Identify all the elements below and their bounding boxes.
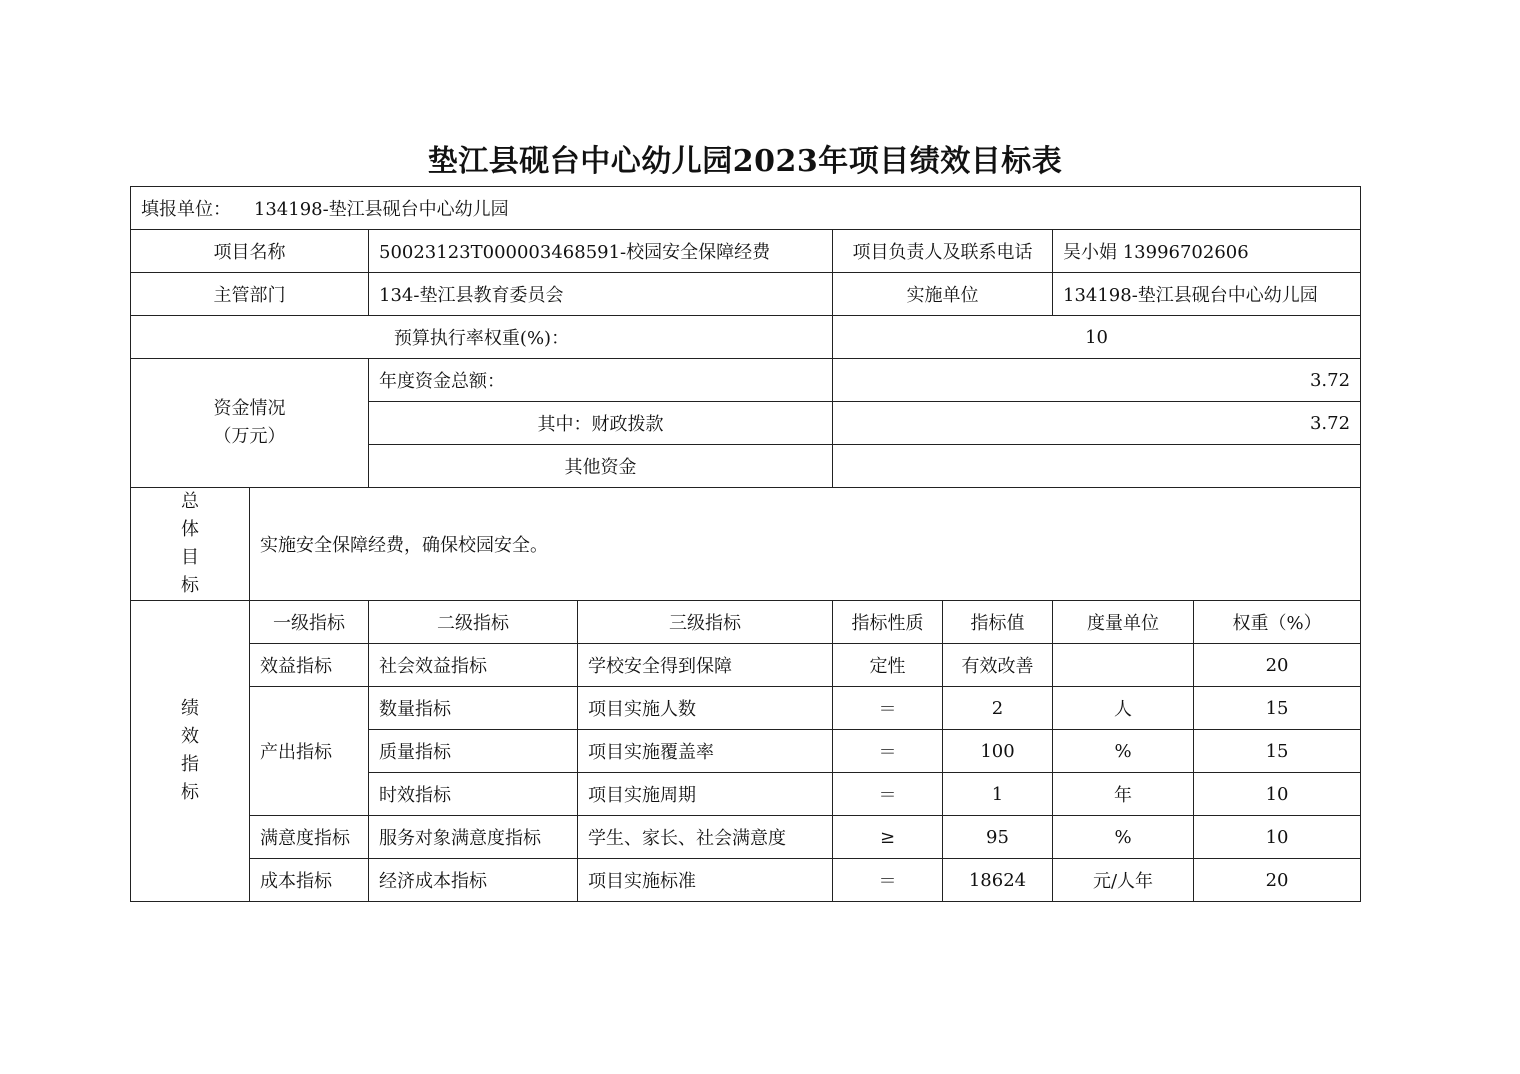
funds-label-line2: （万元） [213, 426, 286, 447]
overall-goal-char: 目 [181, 547, 199, 568]
table-row [131, 687, 1361, 730]
dept-row [131, 273, 1361, 316]
row-value: 有效改善 [943, 644, 1053, 687]
performance-goal-table [130, 186, 1361, 902]
dept-value: 134-垫江县教育委员会 [369, 273, 833, 316]
overall-goal-char: 标 [181, 575, 199, 596]
row-weight: 10 [1194, 816, 1361, 859]
row-nature: ＝ [833, 773, 943, 816]
row-weight: 15 [1194, 730, 1361, 773]
row-weight: 10 [1194, 773, 1361, 816]
row-value: 95 [943, 816, 1053, 859]
row-level1: 效益指标 [250, 644, 369, 687]
row-level2: 质量指标 [369, 730, 578, 773]
row-level2: 服务对象满意度指标 [369, 816, 578, 859]
report-unit-value: 134198-垫江县砚台中心幼儿园 [253, 199, 509, 220]
project-lead-value: 吴小娟 13996702606 [1053, 230, 1361, 273]
budget-weight-label: 预算执行率权重(%)： [131, 316, 833, 359]
row-value: 1 [943, 773, 1053, 816]
row-weight: 20 [1194, 859, 1361, 902]
row-level3: 项目实施周期 [578, 773, 833, 816]
budget-weight-row [131, 316, 1361, 359]
row-level3: 学生、家长、社会满意度 [578, 816, 833, 859]
budget-weight-value: 10 [833, 316, 1361, 359]
row-level2: 时效指标 [369, 773, 578, 816]
row-weight: 15 [1194, 687, 1361, 730]
dept-label: 主管部门 [131, 273, 369, 316]
report-unit-cell [131, 187, 1361, 230]
project-name-value: 50023123T000003468591-校园安全保障经费 [369, 230, 833, 273]
row-level1: 产出指标 [250, 687, 369, 816]
indicators-char: 效 [181, 726, 199, 747]
funds-fiscal-label: 其中：财政拨款 [369, 402, 833, 445]
overall-goal-row [131, 488, 1361, 601]
funds-total-value: 3.72 [833, 359, 1361, 402]
row-level1: 成本指标 [250, 859, 369, 902]
funds-fiscal-value: 3.72 [833, 402, 1361, 445]
header-level3: 三级指标 [578, 601, 833, 644]
row-nature: ＝ [833, 859, 943, 902]
indicators-char: 标 [181, 782, 199, 803]
row-level3: 项目实施覆盖率 [578, 730, 833, 773]
row-unit: % [1053, 816, 1194, 859]
row-value: 18624 [943, 859, 1053, 902]
indicators-char: 绩 [181, 698, 199, 719]
row-weight: 20 [1194, 644, 1361, 687]
funds-label-line1: 资金情况 [213, 398, 286, 419]
header-unit: 度量单位 [1053, 601, 1194, 644]
table-row [131, 644, 1361, 687]
indicators-label [131, 601, 250, 902]
row-level1: 满意度指标 [250, 816, 369, 859]
row-level2: 经济成本指标 [369, 859, 578, 902]
page-title: 垫江县砚台中心幼儿园2023年项目绩效目标表 [427, 144, 1063, 179]
impl-unit-value: 134198-垫江县砚台中心幼儿园 [1053, 273, 1361, 316]
row-unit: % [1053, 730, 1194, 773]
funds-total-label: 年度资金总额： [369, 359, 833, 402]
row-unit: 人 [1053, 687, 1194, 730]
overall-goal-char: 总 [181, 491, 199, 512]
project-name-row [131, 230, 1361, 273]
row-value: 100 [943, 730, 1053, 773]
indicator-header-row [131, 601, 1361, 644]
row-unit: 年 [1053, 773, 1194, 816]
row-level2: 社会效益指标 [369, 644, 578, 687]
row-nature: 定性 [833, 644, 943, 687]
row-level3: 项目实施标准 [578, 859, 833, 902]
funds-other-label: 其他资金 [369, 445, 833, 488]
overall-goal-char: 体 [181, 519, 199, 540]
row-level3: 项目实施人数 [578, 687, 833, 730]
header-nature: 指标性质 [833, 601, 943, 644]
report-unit-label: 填报单位： [141, 199, 231, 220]
impl-unit-label: 实施单位 [833, 273, 1053, 316]
row-nature: ≥ [833, 816, 943, 859]
project-lead-label: 项目负责人及联系电话 [833, 230, 1053, 273]
header-level1: 一级指标 [250, 601, 369, 644]
overall-goal-text: 实施安全保障经费，确保校园安全。 [250, 488, 1361, 601]
project-name-label: 项目名称 [131, 230, 369, 273]
funds-label [131, 359, 369, 488]
row-level2: 数量指标 [369, 687, 578, 730]
row-unit: 元/人年 [1053, 859, 1194, 902]
table-row [131, 816, 1361, 859]
indicators-char: 指 [181, 754, 199, 775]
header-weight: 权重（%） [1194, 601, 1361, 644]
funds-other-value [833, 445, 1361, 488]
header-level2: 二级指标 [369, 601, 578, 644]
report-unit-row [131, 187, 1361, 230]
overall-goal-label [131, 488, 250, 601]
funds-total-row [131, 359, 1361, 402]
table-row [131, 859, 1361, 902]
row-level3: 学校安全得到保障 [578, 644, 833, 687]
row-nature: ＝ [833, 730, 943, 773]
row-nature: ＝ [833, 687, 943, 730]
row-value: 2 [943, 687, 1053, 730]
row-unit [1053, 644, 1194, 687]
header-value: 指标值 [943, 601, 1053, 644]
